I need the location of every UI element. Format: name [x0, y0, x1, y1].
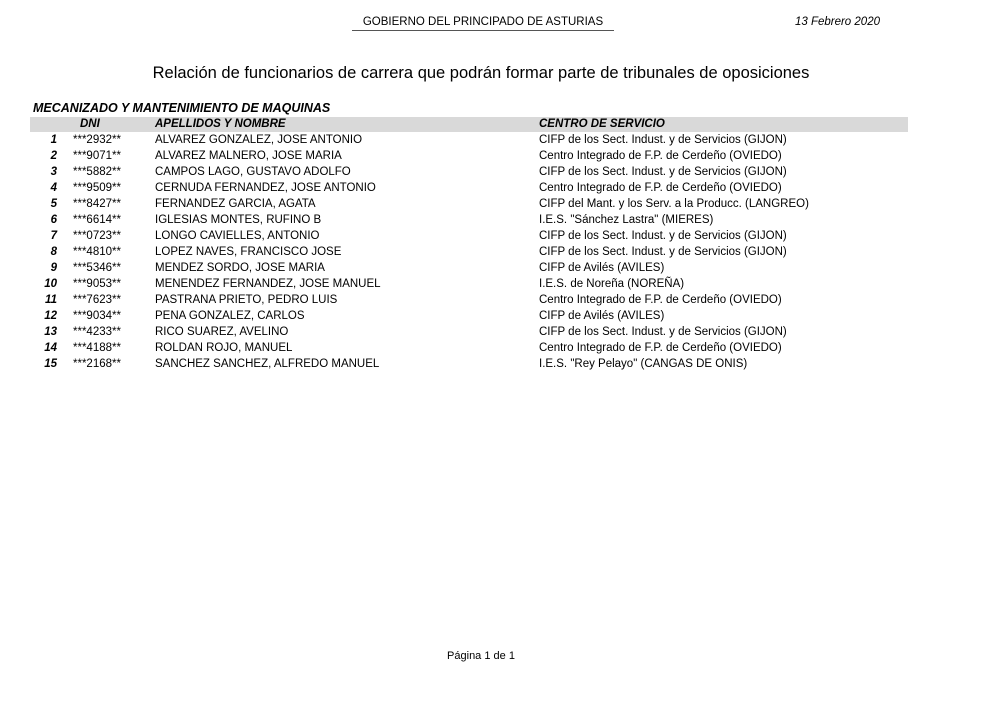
cell-dni: ***9071**	[73, 150, 121, 162]
cell-name: LOPEZ NAVES, FRANCISCO JOSE	[155, 246, 342, 258]
table-row	[0, 341, 1000, 357]
table-row	[0, 181, 1000, 197]
cell-dni: ***2932**	[73, 134, 121, 146]
cell-centro: CIFP de los Sect. Indust. y de Servicios (GIJON)	[539, 246, 787, 258]
cell-name: MENDEZ SORDO, JOSE MARIA	[155, 262, 325, 274]
column-header-name: APELLIDOS Y NOMBRE	[155, 118, 286, 130]
cell-dni: ***0723**	[73, 230, 121, 242]
cell-dni: ***5882**	[73, 166, 121, 178]
cell-name: ROLDAN ROJO, MANUEL	[155, 342, 293, 354]
cell-centro: CIFP de los Sect. Indust. y de Servicios (GIJON)	[539, 166, 787, 178]
section-title: MECANIZADO Y MANTENIMIENTO DE MAQUINAS	[33, 101, 331, 115]
table-row	[0, 357, 1000, 373]
table-row	[0, 325, 1000, 341]
table-row	[0, 277, 1000, 293]
cell-num: 10	[44, 278, 57, 290]
cell-centro: I.E.S. de Noreña (NOREÑA)	[539, 278, 685, 290]
table-row	[0, 197, 1000, 213]
table-row	[0, 245, 1000, 261]
cell-dni: ***6614**	[73, 214, 121, 226]
cell-centro: I.E.S. "Sánchez Lastra" (MIERES)	[539, 214, 714, 226]
cell-dni: ***7623**	[73, 294, 121, 306]
cell-centro: CIFP de los Sect. Indust. y de Servicios (GIJON)	[539, 230, 787, 242]
cell-name: RICO SUAREZ, AVELINO	[155, 326, 289, 338]
page-number: Página 1 de 1	[447, 650, 515, 662]
header-organization: GOBIERNO DEL PRINCIPADO DE ASTURIAS	[352, 16, 614, 31]
cell-num: 8	[50, 246, 57, 258]
cell-name: IGLESIAS MONTES, RUFINO B	[155, 214, 322, 226]
table-row	[0, 261, 1000, 277]
cell-name: SANCHEZ SANCHEZ, ALFREDO MANUEL	[155, 358, 380, 370]
page-title: Relación de funcionarios de carrera que podrán formar parte de tribunales de oposiciones	[152, 64, 810, 82]
cell-name: LONGO CAVIELLES, ANTONIO	[155, 230, 320, 242]
cell-num: 4	[50, 182, 57, 194]
table-body	[0, 133, 1000, 373]
table-row	[0, 309, 1000, 325]
cell-dni: ***2168**	[73, 358, 121, 370]
table-row	[0, 229, 1000, 245]
cell-centro: CIFP del Mant. y los Serv. a la Producc. (LANGREO)	[539, 198, 809, 210]
cell-name: MENENDEZ FERNANDEZ, JOSE MANUEL	[155, 278, 381, 290]
cell-centro: CIFP de los Sect. Indust. y de Servicios (GIJON)	[539, 326, 787, 338]
cell-num: 12	[44, 310, 57, 322]
cell-centro: Centro Integrado de F.P. de Cerdeño (OVIEDO)	[539, 342, 782, 354]
cell-dni: ***4188**	[73, 342, 121, 354]
cell-dni: ***9509**	[73, 182, 121, 194]
column-header-centro: CENTRO DE SERVICIO	[539, 118, 665, 130]
cell-centro: CIFP de Avilés (AVILES)	[539, 310, 665, 322]
table-header	[30, 117, 908, 132]
cell-num: 1	[50, 134, 57, 146]
cell-num: 14	[44, 342, 57, 354]
cell-dni: ***5346**	[73, 262, 121, 274]
column-header-dni: DNI	[80, 118, 100, 130]
cell-name: ALVAREZ MALNERO, JOSE MARIA	[155, 150, 342, 162]
table-row	[0, 213, 1000, 229]
cell-num: 9	[50, 262, 57, 274]
cell-centro: Centro Integrado de F.P. de Cerdeño (OVIEDO)	[539, 294, 782, 306]
table-row	[0, 133, 1000, 149]
cell-num: 15	[44, 358, 57, 370]
cell-num: 2	[50, 150, 57, 162]
cell-centro: CIFP de Avilés (AVILES)	[539, 262, 665, 274]
cell-centro: Centro Integrado de F.P. de Cerdeño (OVIEDO)	[539, 182, 782, 194]
table-row	[0, 149, 1000, 165]
table-row	[0, 165, 1000, 181]
cell-dni: ***8427**	[73, 198, 121, 210]
cell-name: ALVAREZ GONZALEZ, JOSE ANTONIO	[155, 134, 363, 146]
cell-num: 7	[50, 230, 57, 242]
cell-dni: ***4233**	[73, 326, 121, 338]
cell-name: FERNANDEZ GARCIA, AGATA	[155, 198, 316, 210]
cell-centro: CIFP de los Sect. Indust. y de Servicios (GIJON)	[539, 134, 787, 146]
cell-centro: Centro Integrado de F.P. de Cerdeño (OVIEDO)	[539, 150, 782, 162]
cell-dni: ***9034**	[73, 310, 121, 322]
cell-dni: ***9053**	[73, 278, 121, 290]
cell-num: 6	[50, 214, 57, 226]
cell-num: 3	[50, 166, 57, 178]
header-date: 13 Febrero 2020	[794, 16, 880, 28]
table-row	[0, 293, 1000, 309]
cell-dni: ***4810**	[73, 246, 121, 258]
cell-centro: I.E.S. "Rey Pelayo" (CANGAS DE ONIS)	[539, 358, 748, 370]
cell-num: 13	[44, 326, 57, 338]
cell-name: PENA GONZALEZ, CARLOS	[155, 310, 305, 322]
cell-num: 11	[45, 294, 57, 306]
cell-name: CAMPOS LAGO, GUSTAVO ADOLFO	[155, 166, 351, 178]
cell-name: CERNUDA FERNANDEZ, JOSE ANTONIO	[155, 182, 376, 194]
cell-num: 5	[50, 198, 57, 210]
cell-name: PASTRANA PRIETO, PEDRO LUIS	[155, 294, 338, 306]
